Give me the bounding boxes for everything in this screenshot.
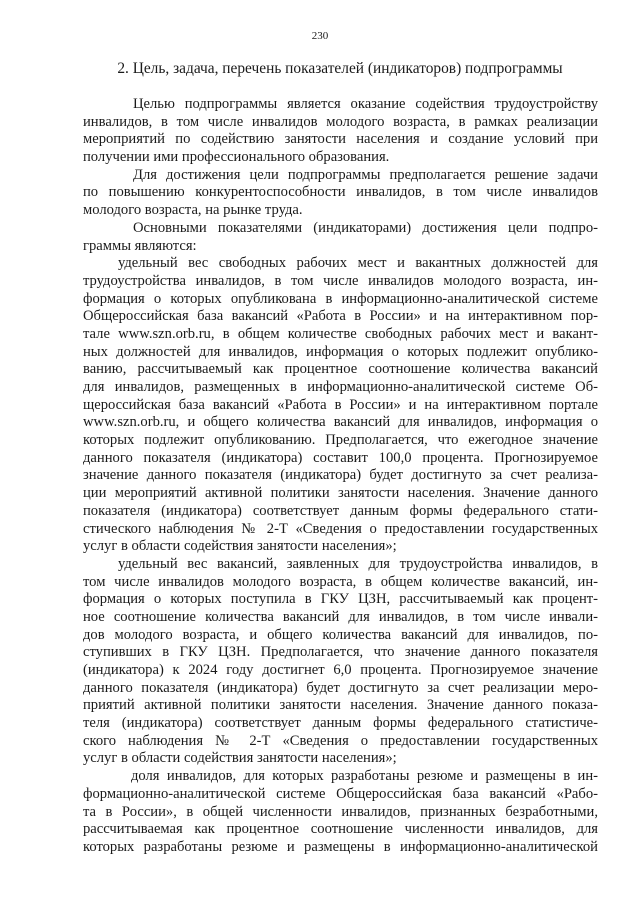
text-line: ванию, рассчитываемый как процентное соотношение количества вакансий xyxy=(83,361,598,378)
text-line: которых разработаны резюме и размещены в информационно-аналитической xyxy=(83,838,598,855)
text-line: щероссийская база вакансий «Работа в России» и на интерактивном портале xyxy=(83,396,598,413)
text-line: которых подлежит опубликованию. Предполагается, что ежегодное значение xyxy=(83,432,598,449)
text-line: Основными показателями (индикаторами) достижения цели подпро- xyxy=(133,219,598,236)
text-line: трудоустройства инвалидов, в том числе инвалидов молодого возраста, ин- xyxy=(83,272,598,289)
text-line: Для достижения цели подпрограммы предполагается решение задачи xyxy=(133,166,598,183)
text-line: Целью подпрограммы является оказание содействия трудоустройству xyxy=(133,96,598,112)
section-title: 2. Цель, задача, перечень показателей (индикаторов) подпрограммы xyxy=(117,60,563,77)
text-line: данного показателя (индикатора) составит 100,0 процента. Прогнозируемое xyxy=(83,449,598,466)
text-line: показателя (индикатора) соответствует данным формы федерального стати- xyxy=(83,502,598,519)
text-line: рассчитываемая как процентное соотношение численности инвалидов, для xyxy=(83,821,598,838)
text-line: услуг в области содействия занятости населения»; xyxy=(83,750,397,767)
text-line: ных должностей для инвалидов, информация о которых подлежит опублико- xyxy=(83,343,598,360)
text-line: услуг в области содействия занятости населения»; xyxy=(83,538,397,555)
page-number: 230 xyxy=(311,30,329,42)
text-line: теля (индикатора) соответствует данным формы федерального статистиче- xyxy=(83,715,598,732)
text-line: дов молодого возраста, и общего количества вакансий для инвалидов, по- xyxy=(83,626,598,643)
text-line: том числе инвалидов молодого возраста, в общем количестве вакансий, ин- xyxy=(83,573,598,590)
text-line: инвалидов, в том числе инвалидов молодого возраста, в рамках реализации xyxy=(83,113,598,130)
text-line: Общероссийская база вакансий «Работа в России» и на интерактивном пор- xyxy=(83,308,598,325)
text-line: та в России», в общей численности инвалидов, признанных безработными, xyxy=(83,803,598,820)
text-line: приятий активной политики занятости населения. Значение данного показа- xyxy=(83,697,598,714)
text-line: ступивших в ГКУ ЦЗН. Предполагается, что значение данного показателя xyxy=(83,644,598,661)
document-body xyxy=(83,96,598,857)
text-line: удельный вес свободных рабочих мест и вакантных должностей для xyxy=(118,255,598,272)
text-line: удельный вес вакансий, заявленных для трудоустройства инвалидов, в xyxy=(118,555,598,572)
text-line: данного показателя (индикатора) будет достигнуто за счет реализации меро- xyxy=(83,679,598,696)
text-line: получении ими профессионального образования. xyxy=(83,149,390,166)
text-line: (индикатора) к 2024 году достигнет 6,0 процента. Прогнозируемое значение xyxy=(83,662,598,678)
text-line: ского наблюдения № 2-Т «Сведения о предоставлении государственных xyxy=(83,732,598,749)
text-line: доля инвалидов, для которых разработаны резюме и размещены в ин- xyxy=(131,768,598,785)
text-line: формация о которых опубликована в информационно-аналитической системе xyxy=(83,290,598,307)
text-line: формация о которых поступила в ГКУ ЦЗН, рассчитываемый как процент- xyxy=(83,591,598,608)
text-line: мероприятий по содействию занятости населения и создание условий при xyxy=(83,131,598,148)
text-line: по повышению конкурентоспособности инвалидов, в том числе инвалидов xyxy=(83,184,598,201)
text-line: www.szn.orb.ru, и общего количества вакансий для инвалидов, информация о xyxy=(83,414,598,431)
text-line: для инвалидов, размещенных в информационно-аналитической системе Об- xyxy=(83,379,598,395)
text-line: ное соотношение количества вакансий для инвалидов, в том числе инвали- xyxy=(83,608,598,625)
text-line: молодого возраста, на рынке труда. xyxy=(83,202,303,219)
text-line: тале www.szn.orb.ru, в общем количестве свободных рабочих мест и вакант- xyxy=(83,325,598,342)
text-line: ции мероприятий активной политики занятости населения. Значение данного xyxy=(83,485,598,502)
text-line: граммы являются: xyxy=(83,237,197,254)
text-line: стического наблюдения № 2-Т «Сведения о предоставлении государственных xyxy=(83,520,598,537)
text-line: значение данного показателя (индикатора) будет достигнуто за счет реализа- xyxy=(83,467,598,484)
text-line: формационно-аналитической системе Общероссийская база вакансий «Рабо- xyxy=(83,785,598,802)
